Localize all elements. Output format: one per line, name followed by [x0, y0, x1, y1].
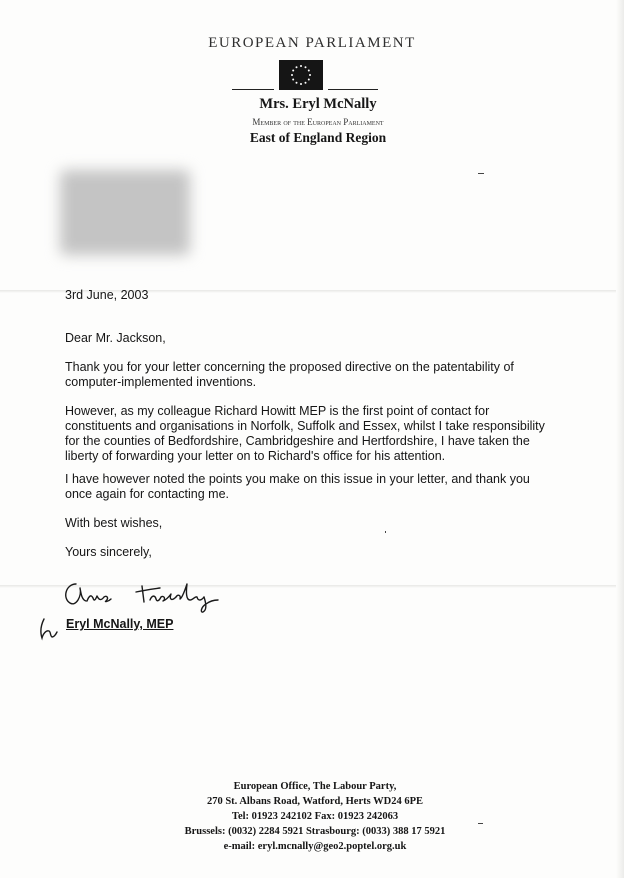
paper-speck — [478, 823, 483, 824]
footer-line: 270 St. Albans Road, Watford, Herts WD24 6PE — [206, 796, 424, 807]
mep-name: Mrs. Eryl McNally — [259, 96, 377, 112]
mep-role: Member of the European Parliament — [252, 117, 384, 127]
letterhead-footer — [150, 779, 480, 854]
letter-sign-off: Yours sincerely, — [65, 545, 152, 559]
letter-closing: With best wishes, — [65, 516, 163, 530]
handwritten-initial — [38, 616, 60, 642]
signatory-name: Eryl McNally, MEP — [66, 617, 174, 631]
paper-speck — [478, 173, 484, 174]
footer-line: Tel: 01923 242102 Fax: 01923 242063 — [231, 811, 399, 822]
handwritten-signature — [60, 570, 240, 615]
letter-date: 3rd June, 2003 — [65, 288, 149, 302]
footer-line: Brussels: (0032) 2284 5921 Strasbourg: (0033) 388 17 5921 — [184, 826, 446, 837]
letter-paragraph: I have however noted the points you make on this issue in your letter, and thank you once again for contacting me. — [65, 472, 530, 501]
paper-speck — [385, 531, 386, 533]
letter-salutation: Dear Mr. Jackson, — [65, 331, 166, 345]
footer-line: European Office, The Labour Party, — [233, 781, 397, 792]
mep-region: East of England Region — [249, 130, 387, 145]
letterhead-organisation: EUROPEAN PARLIAMENT — [208, 35, 416, 51]
letter-paragraph: Thank you for your letter concerning the proposed directive on the patentability of computer-implemented inventions. — [65, 360, 514, 389]
footer-email: e-mail: eryl.mcnally@geo2.poptel.org.uk — [223, 841, 407, 852]
redacted-address-block — [60, 170, 190, 255]
letterhead-rule-right — [328, 89, 378, 90]
letter-paragraph: However, as my colleague Richard Howitt MEP is the first point of contact for constituents and organisations in Norfolk, Suffolk and Essex, whilst I take responsibility for the counties of Bedfordshire, Cambridgeshire and Hertfordshire, I have taken the liberty of forwarding your letter on to Richard's office for his attention. — [65, 404, 545, 463]
eu-flag-icon — [279, 60, 323, 90]
letterhead-rule-left — [232, 89, 274, 90]
